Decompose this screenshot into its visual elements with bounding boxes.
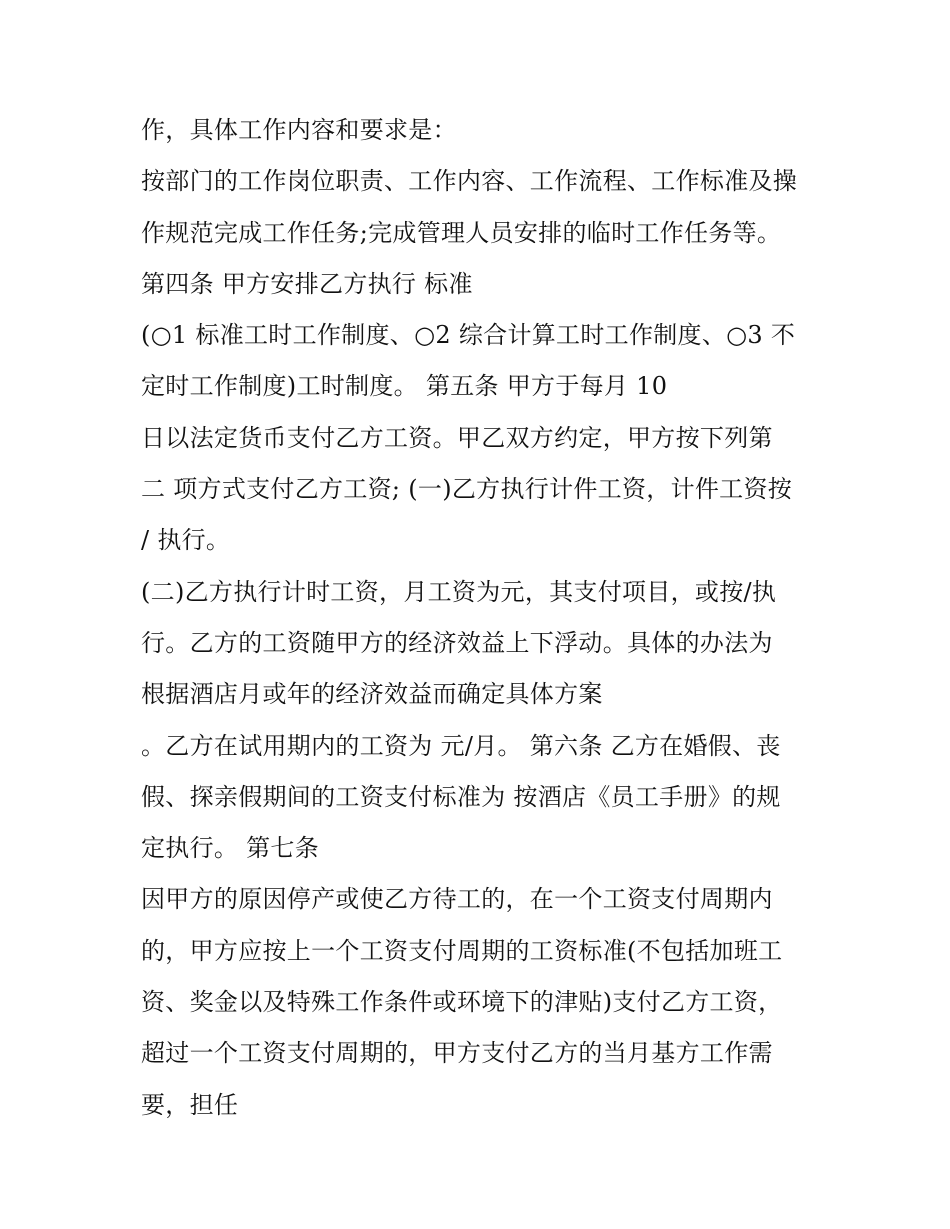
text-line: 第四条 甲方安排乙方执行 标准 [141,269,473,298]
text-line: 根据酒店月或年的经济效益而确定具体方案 [141,680,603,709]
text-line: (二)乙方执行计时工资，月工资为元，其支付项目，或按/执 [141,577,777,606]
text-line: 超过一个工资支付周期的，甲方支付乙方的当月基方工作需 [141,1039,773,1068]
text-line: 定执行。 第七条 [141,834,320,863]
text-line: 行。乙方的工资随甲方的经济效益上下浮动。具体的办法为 [141,628,773,657]
text-line: 。乙方在试用期内的工资为 元/月。 第六条 乙方在婚假、丧 [141,731,781,760]
text-line: 作规范完成工作任务;完成管理人员安排的临时工作任务等。 [141,218,782,247]
text-line: 作，具体工作内容和要求是： [141,116,457,144]
text-line: 因甲方的原因停产或使乙方待工的，在一个工资支付周期内 [141,885,773,914]
text-line: 的，甲方应按上一个工资支付周期的工资标准(不包括加班工 [141,936,783,965]
text-line: 资、奖金以及特殊工作条件或环境下的津贴)支付乙方工资， [141,988,783,1017]
text-line: 按部门的工作岗位职责、工作内容、工作流程、工作标准及操 [141,167,798,196]
text-line: 要，担任 [141,1090,239,1119]
text-line: 日以法定货币支付乙方工资。甲乙双方约定，甲方按下列第 [141,423,773,452]
text-line: (○1 标准工时工作制度、○2 综合计算工时工作制度、○3 不 [141,321,796,350]
text-line: 假、探亲假期间的工资支付标准为 按酒店《员工手册》的规 [141,782,781,811]
text-line: 定时工作制度)工时制度。 第五条 甲方于每月 10 [141,372,668,401]
text-line: 二 项方式支付乙方工资; (一)乙方执行计件工资，计件工资按 [141,475,793,504]
text-line: / 执行。 [141,526,231,555]
document-body [141,110,821,1136]
